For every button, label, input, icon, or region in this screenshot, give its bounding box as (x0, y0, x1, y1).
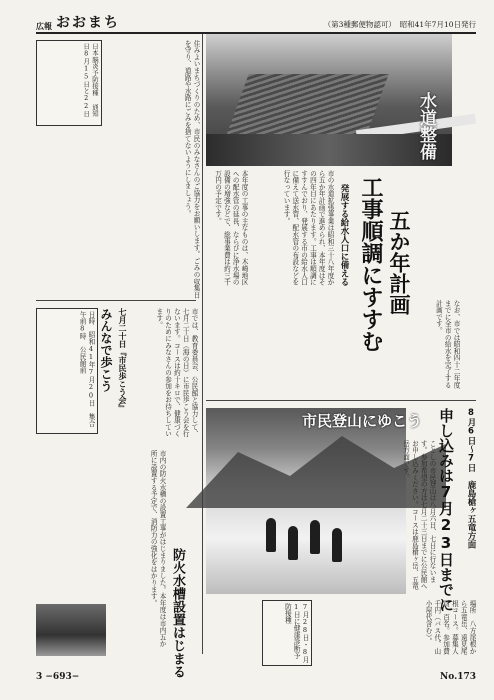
page-header (36, 10, 476, 34)
fire-body: 市内の防火水槽の設置工事がはじまりました。本年度は市内五か所に設置する予定で、消防力の強化をはかります。 (149, 450, 166, 648)
mountain-climbing-photo (206, 408, 406, 594)
notice-text: 日本脳炎予防接種 通知日8月15日と22日 (82, 43, 99, 118)
water-body-3: なお、市では昭和四十二年度までに全市の給水を完了する計画です。 (434, 300, 460, 389)
climb-headline: 申し込みは7月23日までに (437, 408, 455, 612)
walk-schedule: 日時 昭和41年7月20日 集合 午前8時 公民館前 (36, 308, 98, 434)
header-label: 広報 (36, 21, 52, 31)
fire-footer-note: 7月28日・8月1日に健康診断予防接種 (262, 600, 312, 666)
climb-photo-caption: 市民登山にゆこう (302, 412, 423, 430)
walk-subhead: 七月二十日『市民歩こう会』 (118, 308, 127, 412)
water-body-1: 市の水道拡張事業は昭和三十八年度から五か年計画で進められ、本年度はその四年目にあたります。工事は順調にすすんでおり、発展する市の給水人口に備えて送水管、配水管の布設などを行なっています。 (282, 170, 334, 286)
fire-headline: 防火水槽設置はじまる (170, 548, 185, 678)
climb-date-range: 8月6日～7日 鹿島槍ヶ五竜方面 (466, 408, 476, 549)
fire-tank-photo (36, 604, 106, 656)
issue-number: No.173 (440, 672, 476, 682)
header-title: おおまち (56, 15, 120, 31)
left-column-text: 住みよいまちづくりのため、市民のみなさんのご協力をお願いします。ごみの収集日を守り、道路や水路にごみを捨てないようにしましょう。 (183, 40, 200, 299)
climb-details: 場所 八方尾根から五竜岳、遠見尾根コース。募集人員 百名。参加費 千円（バス代、山小屋代含む）。 (424, 600, 476, 662)
climb-body: ことしの市民登山は八月六日、七日に行ないます。参加希望の方は七月二十三日までに公民館へお申し込みください。コースは鹿島槍ヶ岳、五竜岳方面です。 (401, 440, 436, 590)
water-body-2: 本年度の工事の主なものは、木崎地区への配水管の延長、ならびに浄水場の設備の増強などで、総事業費は約三千万円の予定です。 (213, 170, 248, 286)
header-issue: （第3種郵便物認可） 昭和41年7月10日発行 (323, 20, 476, 29)
notice-box (36, 40, 102, 126)
walk-body: 市では、教育委員会、公民館と協力して、七月二十日（海の日）に市民歩こう会を行ないます。コースは約十キロで、健康づくりのためにみなさんの参加をお待ちしています。 (154, 308, 198, 438)
water-subhead: 発展する給水人口に備える (339, 184, 349, 286)
walk-headline: みんなで歩こう (99, 308, 113, 392)
page-number: 3 −693− (36, 672, 80, 682)
water-headline-proceed: 工事順調にすすむ (358, 176, 383, 352)
water-headline-main: 五か年計画 (387, 210, 411, 315)
water-photo-caption: 水道整備 (416, 92, 436, 160)
